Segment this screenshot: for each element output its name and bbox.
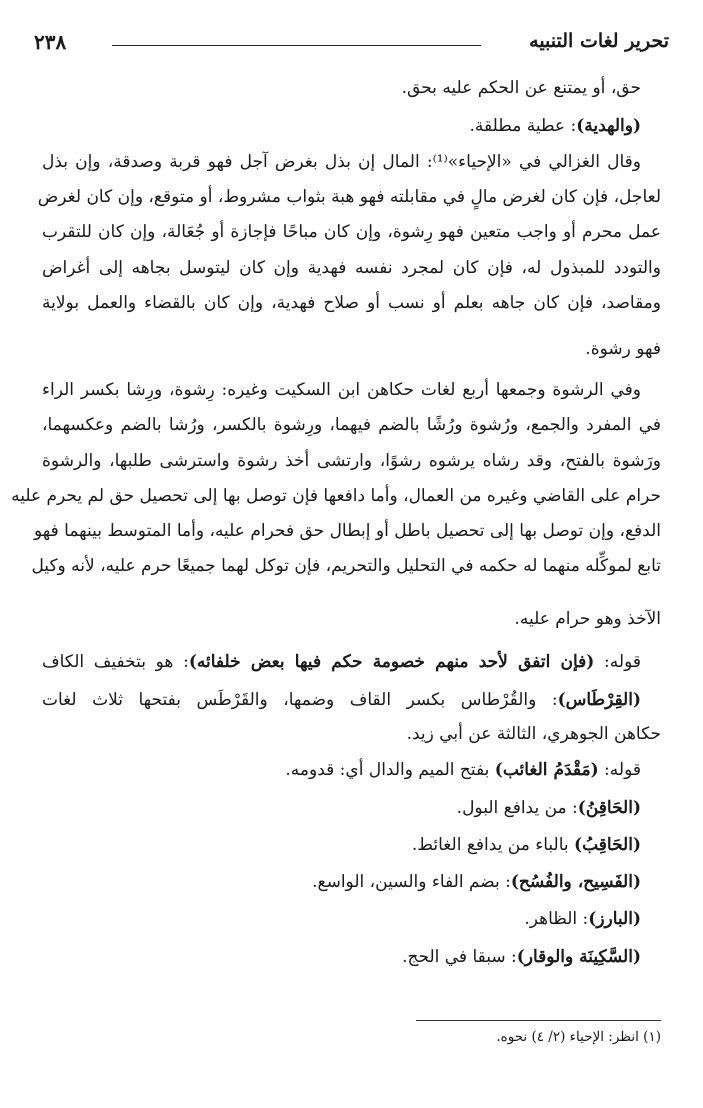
text-line bbox=[42, 378, 641, 402]
running-title: تحرير لغات التنبيه bbox=[529, 30, 669, 52]
text-line bbox=[42, 256, 661, 280]
text-line bbox=[585, 337, 661, 361]
text-run: حق، أو يمتنع عن الحكم عليه بحق. bbox=[401, 78, 641, 98]
text-line bbox=[470, 114, 641, 138]
text-run: الدفع، وإن توصل بها إلى تحصيل باطل أو إبطال حق فحرام عليه، وأما المتوسط بينهما فهو bbox=[34, 521, 661, 541]
text-run: الآخذ وهو حرام عليه. bbox=[514, 609, 661, 629]
text-line bbox=[42, 449, 661, 473]
text-run: تابع لموكِّله منهما له حكمه في التحليل والتحريم، فإن توكل لهما جميعًا حرم عليه، لأنه وكيل bbox=[31, 556, 661, 576]
text-run: : بضم الفاء والسين، الواسع. bbox=[312, 872, 511, 892]
text-run: وقال الغزالي في «الإحياء»⁽¹⁾: المال إن بذل بغرض آجل فهو قربة وصدقة، وإن بذل bbox=[42, 152, 641, 172]
text-line bbox=[34, 519, 661, 543]
text-line bbox=[524, 907, 641, 931]
bold-term: (الفَسِيح، والفُسُح) bbox=[510, 872, 641, 892]
text-line bbox=[42, 220, 661, 244]
bold-term: (الحَاقِنُ) bbox=[577, 798, 641, 818]
text-line bbox=[42, 291, 661, 315]
text-run: فهو رشوة. bbox=[585, 339, 661, 359]
text-run: : سبقا في الحج. bbox=[402, 947, 517, 967]
text-run: والتودد للمبذول له، فإن كان لمجرد نفسه فهدية وإن كان ليتوسل بجاهه إلى أغراض bbox=[42, 258, 661, 278]
text-run: قوله: bbox=[594, 652, 641, 672]
text-line bbox=[402, 76, 641, 100]
text-run: عمل محرم أو واجب متعين فهو رِشوة، وإن كان مباحًا فإجازة أو جُعَالة، وإن كان للتقرب bbox=[42, 222, 661, 242]
bold-term: (السَّكِينَة والوقار) bbox=[516, 947, 641, 967]
text-run: قوله: bbox=[598, 760, 641, 780]
text-run: بفتح الميم والدال أي: قدومه. bbox=[285, 760, 495, 780]
text-run: ورَشوة بالفتح، وقد رشاه يرشوه رشوًا، وارتشى أخذ رشوة واسترشى طلبها، والرشوة bbox=[42, 451, 661, 471]
text-run: : هو بتخفيف الكاف bbox=[42, 652, 189, 672]
bold-term: (البارز) bbox=[588, 909, 641, 929]
bold-term: (مَقْدَمُ الغائب) bbox=[494, 760, 599, 780]
text-line bbox=[37, 185, 661, 209]
page-number: ٢٣٨ bbox=[34, 30, 67, 54]
text-run: : من يدافع البول. bbox=[456, 798, 578, 818]
page-header bbox=[34, 30, 669, 60]
text-run: حرام على القاضي وغيره من العمال، وأما دافعها فإن توصل بها إلى تحصيل حق لم يحرم عليه bbox=[11, 486, 661, 506]
text-line bbox=[42, 688, 641, 712]
text-run: بالباء من يدافع الغائط. bbox=[411, 835, 575, 855]
text-line bbox=[407, 722, 661, 746]
text-run: لعاجل، فإن كان لغرض مالٍ في مقابلته فهو هبة بثواب مشروط، أو متوقع، وإن كان لغرض bbox=[37, 187, 661, 207]
text-line bbox=[42, 650, 641, 674]
text-line bbox=[457, 796, 641, 820]
bold-term: (الحَاقِبُ) bbox=[574, 835, 641, 855]
text-run: : عطية مطلقة. bbox=[469, 116, 577, 136]
text-run: حكاهن الجوهري، الثالثة عن أبي زيد. bbox=[406, 724, 661, 744]
text-run: في المفرد والجمع، ورُشوة ورُشًا بالضم فيهما، ورِشوة بالكسر، ورُشا بالضم وعكسهما، bbox=[42, 415, 661, 435]
bold-term: (فإن اتفق لأحد منهم خصومة حكم فيها بعض خلفائه) bbox=[188, 652, 595, 672]
text-line bbox=[11, 484, 661, 508]
text-run: : والقُرْطاس بكسر القاف وضمها، والقَرْطَس بفتحها ثلاث لغات bbox=[42, 690, 558, 710]
text-line bbox=[514, 607, 661, 631]
text-run: ومقاصد، فإن كان جاهه بعلم أو نسب أو صلاح فهدية، وإن كان بالقضاء والعمل بولاية bbox=[42, 293, 661, 313]
text-run: وفي الرشوة وجمعها أربع لغات حكاهن ابن السكيت وغيره: رِشوة، ورِشا بكسر الراء bbox=[42, 380, 641, 400]
text-line bbox=[312, 870, 641, 894]
bold-term: (القِرْطَاس) bbox=[557, 690, 641, 710]
text-line bbox=[31, 554, 661, 578]
text-line bbox=[402, 945, 641, 969]
text-line bbox=[412, 833, 641, 857]
text-line bbox=[42, 150, 641, 174]
bold-term: (والهدية) bbox=[576, 116, 641, 136]
text-line bbox=[42, 413, 661, 437]
text-line bbox=[285, 758, 641, 782]
footnote-separator bbox=[416, 1020, 661, 1021]
footnote: (١) انظر: الإحياء (٢/ ٤) نحوه. bbox=[496, 1029, 661, 1045]
header-rule bbox=[112, 45, 481, 46]
text-run: : الظاهر. bbox=[524, 909, 589, 929]
